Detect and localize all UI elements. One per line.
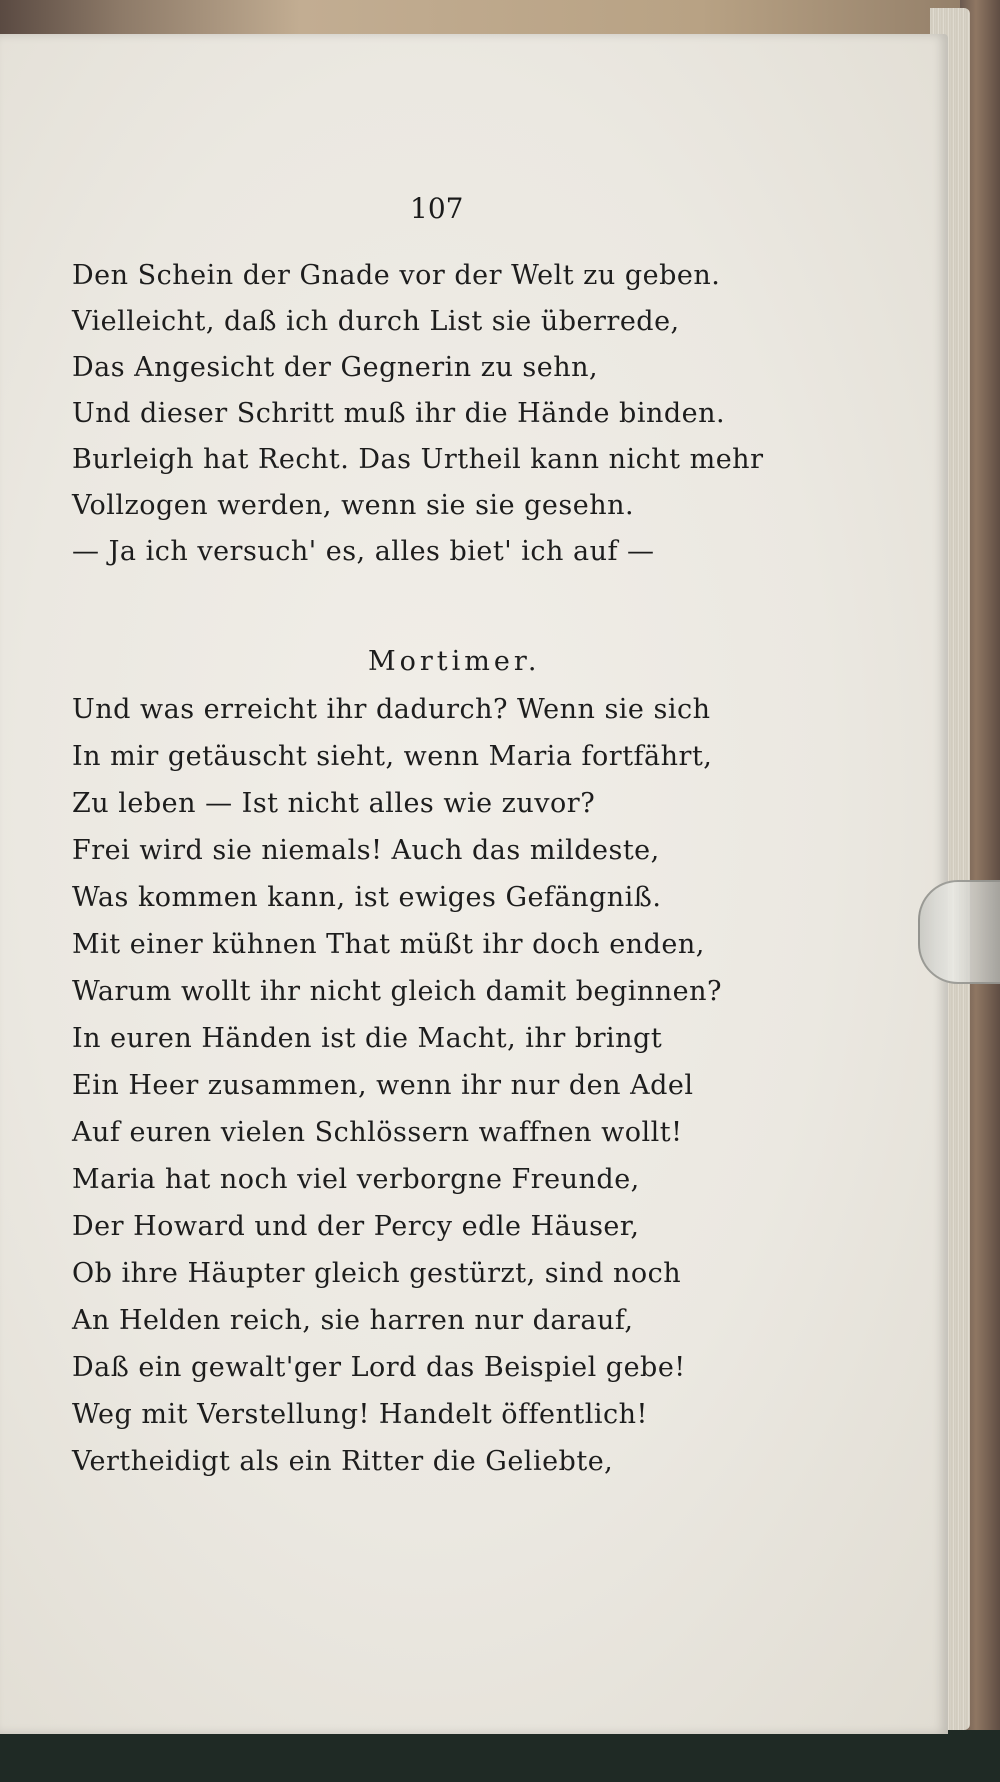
verse-line: Warum wollt ihr nicht gleich damit beginnen? [72,976,723,1007]
verse-line: Was kommen kann, ist ewiges Gefängniß. [72,882,662,913]
verse-line: Ob ihre Häupter gleich gestürzt, sind noch [72,1258,682,1289]
verse-line: Mit einer kühnen That müßt ihr doch enden, [72,929,705,960]
verse-line: Den Schein der Gnade vor der Welt zu geben. [72,260,721,291]
speaker-name: Mortimer. [368,646,541,677]
verse-line: — Ja ich versuch' es, alles biet' ich auf — [72,536,655,567]
verse-line: Burleigh hat Recht. Das Urtheil kann nicht mehr [72,444,764,475]
verse-line: Vielleicht, daß ich durch List sie überrede, [72,306,680,337]
verse-line: Zu leben — Ist nicht alles wie zuvor? [72,788,596,819]
verse-line: Das Angesicht der Gegnerin zu sehn, [72,352,599,383]
verse-line: Und dieser Schritt muß ihr die Hände binden. [72,398,726,429]
verse-line: Weg mit Verstellung! Handelt öffentlich! [72,1399,648,1430]
verse-line: Vertheidigt als ein Ritter die Geliebte, [72,1446,614,1477]
verse-line: Auf euren vielen Schlössern waffnen wollt! [72,1117,683,1148]
page-number: 107 [410,192,464,225]
verse-line: In mir getäuscht sieht, wenn Maria fortfährt, [72,741,713,772]
verse-line: An Helden reich, sie harren nur darauf, [72,1305,634,1336]
page-clip [918,880,1000,984]
verse-line: Der Howard und der Percy edle Häuser, [72,1211,640,1242]
verse-line: Maria hat noch viel verborgne Freunde, [72,1164,640,1195]
verse-line: In euren Händen ist die Macht, ihr bringt [72,1023,663,1054]
verse-line: Daß ein gewalt'ger Lord das Beispiel gebe! [72,1352,686,1383]
scan-bottom-band [0,1730,1000,1782]
verse-line: Frei wird sie niemals! Auch das mildeste, [72,835,660,866]
book-page [0,34,948,1734]
verse-line: Ein Heer zusammen, wenn ihr nur den Adel [72,1070,694,1101]
verse-line: Vollzogen werden, wenn sie sie gesehn. [72,490,635,521]
verse-line: Und was erreicht ihr dadurch? Wenn sie sich [72,694,711,725]
